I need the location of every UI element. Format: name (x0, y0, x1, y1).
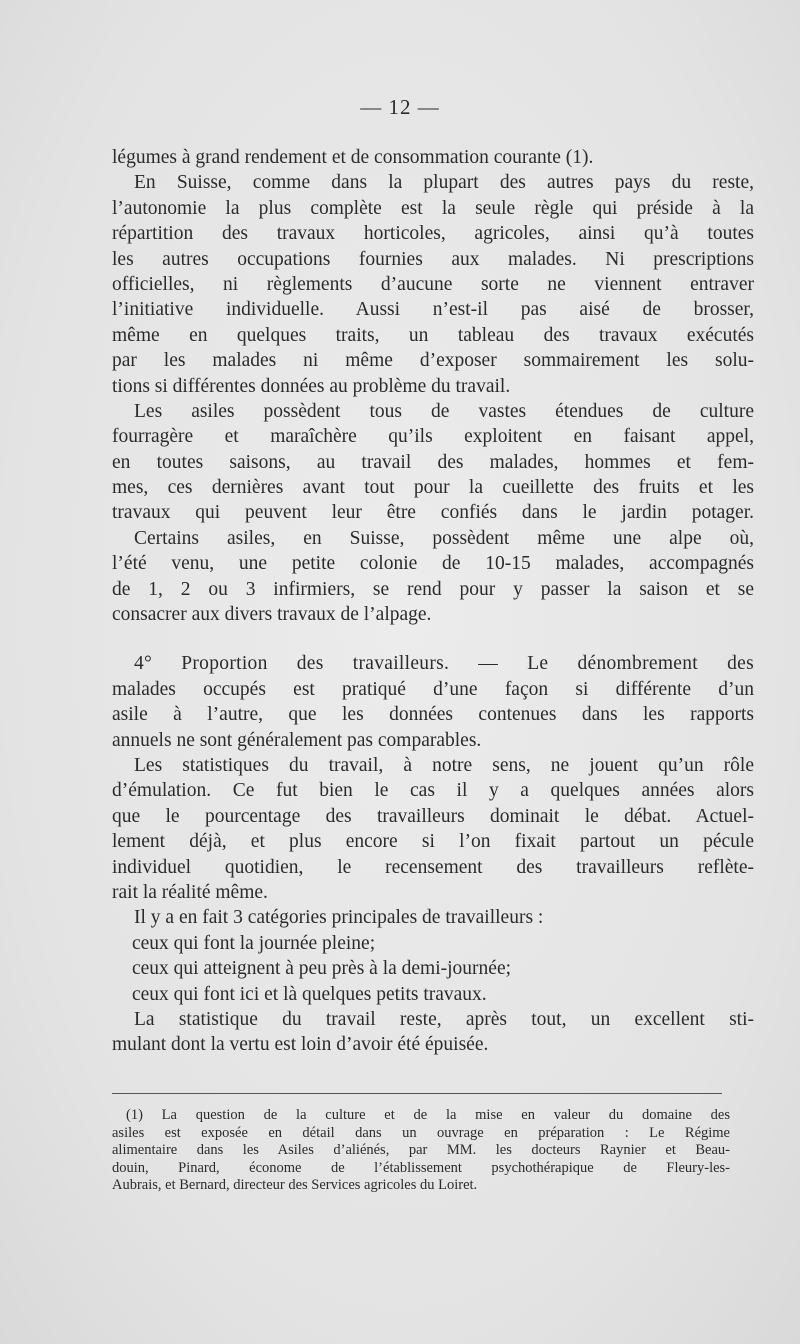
section-gap (112, 627, 754, 651)
text-line: La statistique du travail reste, après tout, un excellent sti- (134, 1008, 754, 1030)
text-line: en toutes saisons, au travail des malades, hommes et fem- (112, 451, 754, 473)
text-line: l’autonomie la plus complète est la seule règle qui préside à la (112, 197, 754, 219)
text-line: Les asiles possèdent tous de vastes étendues de culture (134, 400, 754, 422)
text-line: répartition des travaux horticoles, agricoles, ainsi qu’à toutes (112, 223, 754, 245)
footnote-line: douin, Pinard, économe de l’établissement psychothérapique de Fleury-les- (112, 1159, 730, 1176)
footnote-line: Aubrais, et Bernard, directeur des Services agricoles du Loiret. (112, 1177, 478, 1193)
text-line: annuels ne sont généralement pas comparables. (112, 729, 482, 751)
page-number: — 12 — (360, 95, 440, 119)
text-line: 4° Proportion des travailleurs. — Le dénombrement des (134, 653, 754, 675)
footnote-separator (112, 1093, 722, 1094)
text-line: fourragère et maraîchère qu’ils exploitent en faisant appel, (112, 426, 754, 448)
text-line: asile à l’autre, que les données contenues dans les rapports (112, 704, 754, 726)
text-line: lement déjà, et plus encore si l’on fixait partout un pécule (112, 831, 754, 853)
text-line: rait la réalité même. (112, 881, 268, 903)
text-line: ceux qui font la journée pleine; (132, 932, 376, 954)
text-line: Il y a en fait 3 catégories principales de travailleurs : (134, 907, 544, 929)
text-line: officielles, ni règlements d’aucune sorte ne viennent entraver (112, 273, 754, 295)
text-line: légumes à grand rendement et de consommation courante (1). (112, 147, 594, 168)
text-line: de 1, 2 ou 3 infirmiers, se rend pour y passer la saison et se (112, 578, 754, 600)
text-line: En Suisse, comme dans la plupart des autres pays du reste, (134, 172, 754, 194)
footnote-line: (1) La question de la culture et de la mise en valeur du domaine des (126, 1107, 730, 1123)
text-line: tions si différentes données au problème du travail. (112, 375, 511, 397)
text-line: mes, ces dernières avant tout pour la cueillette des fruits et les (112, 477, 754, 499)
text-line: Les statistiques du travail, à notre sens, ne jouent qu’un rôle (134, 754, 754, 776)
text-line: les autres occupations fournies aux malades. Ni prescriptions (112, 248, 754, 270)
text-line: consacrer aux divers travaux de l’alpage. (112, 604, 432, 626)
text-line: ceux qui atteignent à peu près à la demi-journée; (132, 958, 512, 980)
text-line: travaux qui peuvent leur être confiés dans le jardin potager. (112, 502, 754, 524)
text-line: d’émulation. Ce fut bien le cas il y a quelques années alors (112, 780, 754, 802)
text-line: par les malades ni même d’exposer sommairement les solu- (112, 350, 754, 372)
footnote-line: asiles est exposée en détail dans un ouvrage en préparation : Le Régime (112, 1124, 730, 1141)
text-line: ceux qui font ici et là quelques petits travaux. (132, 983, 487, 1005)
text-line: mulant dont la vertu est loin d’avoir été épuisée. (112, 1034, 489, 1056)
text-line: même en quelques traits, un tableau des travaux exécutés (112, 324, 754, 346)
text-line: l’été venu, une petite colonie de 10-15 malades, accompagnés (112, 553, 754, 575)
text-line: individuel quotidien, le recensement des travailleurs reflète- (112, 856, 754, 878)
footnotes (112, 1107, 730, 1195)
text-line: Certains asiles, en Suisse, possèdent même une alpe où, (134, 527, 754, 549)
text-line: l’initiative individuelle. Aussi n’est-il pas aisé de brosser, (112, 299, 754, 321)
main-text (112, 145, 754, 1058)
text-line: que le pourcentage des travailleurs dominait le débat. Actuel- (112, 805, 754, 827)
text-line: malades occupés est pratiqué d’une façon si différente d’un (112, 678, 754, 700)
footnote-line: alimentaire dans les Asiles d’aliénés, par MM. les docteurs Raynier et Beau- (112, 1142, 730, 1158)
